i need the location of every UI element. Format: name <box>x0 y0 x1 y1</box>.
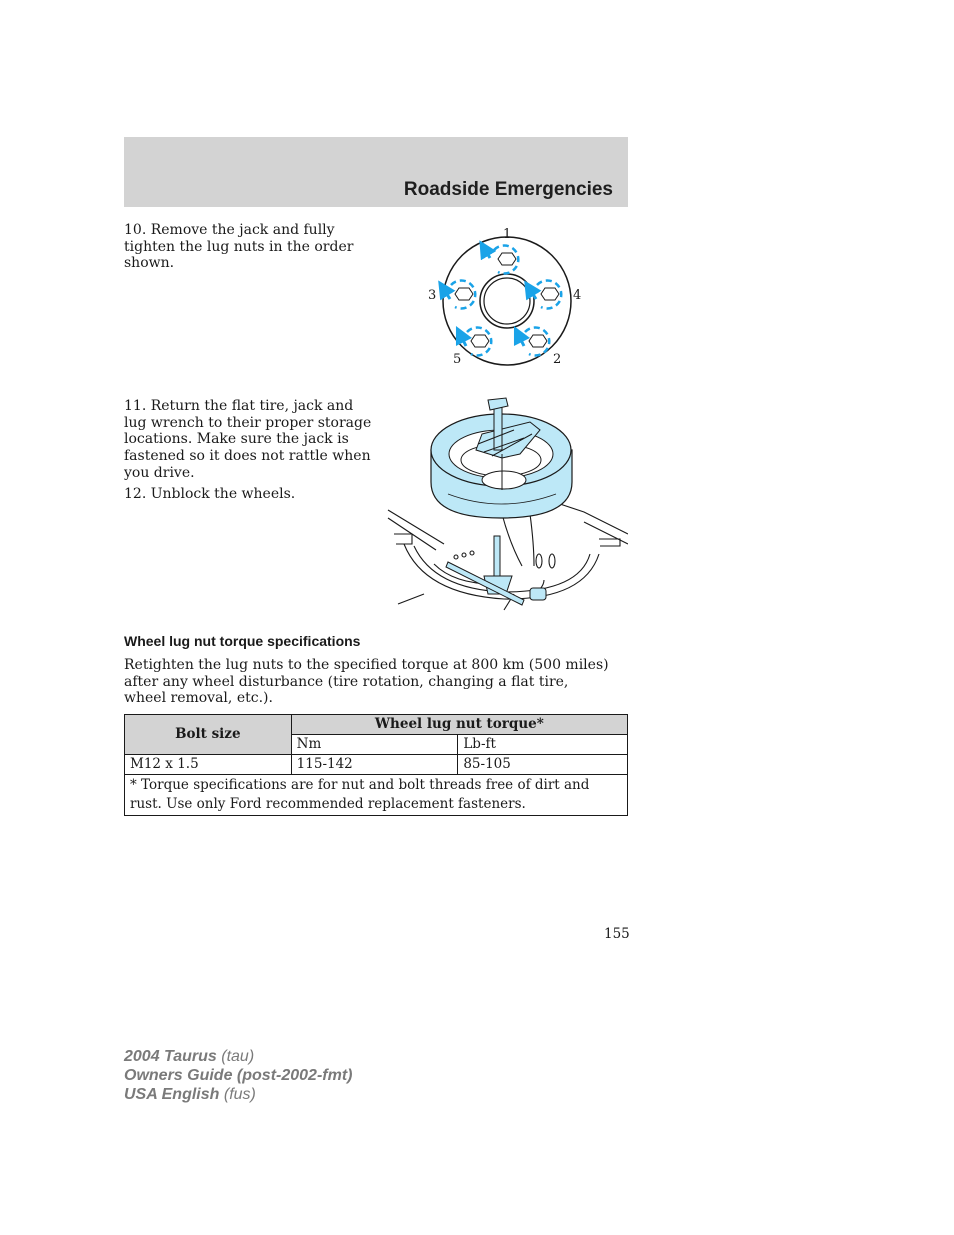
step-10-text: 10. Remove the jack and fully tighten the lug nuts in the order shown. <box>124 222 354 272</box>
footer-language: USA English <box>124 1086 220 1103</box>
table-footnote: * Torque specifications are for nut and bolt threads free of dirt and rust. Use only Ford recommended replacement fasteners. <box>125 775 628 816</box>
cell-torque-lbft: 85-105 <box>458 755 628 775</box>
footer-line-3 <box>124 1085 352 1104</box>
unit-nm: Nm <box>291 735 458 755</box>
step-12-text: 12. Unblock the wheels. <box>124 486 296 502</box>
lug-nut-tightening-order-diagram <box>410 222 610 372</box>
order-label-1: 1 <box>503 227 512 242</box>
header-lug-nut-torque: Wheel lug nut torque* <box>291 715 627 735</box>
lug-nut-1 <box>484 245 518 273</box>
table-row <box>125 755 628 775</box>
footer-model-code: (tau) <box>221 1048 255 1065</box>
footer-guide-format: Owners Guide (post-2002-fmt) <box>124 1067 353 1084</box>
step-11-text: 11. Return the flat tire, jack and lug wrench to their proper storage locations. Make sure the jack is fastened so it does not rattle when you drive. <box>124 398 372 481</box>
order-label-5: 5 <box>453 352 462 367</box>
lug-nut-2 <box>518 327 549 355</box>
header-bolt-size: Bolt size <box>125 715 292 755</box>
order-label-4: 4 <box>573 288 582 303</box>
footer-language-code: (fus) <box>223 1086 256 1103</box>
section-title: Roadside Emergencies <box>403 179 613 200</box>
order-label-3: 3 <box>428 288 437 303</box>
torque-spec-table <box>124 714 628 816</box>
lug-nut-3 <box>443 280 475 308</box>
footer-line-2 <box>124 1066 352 1085</box>
footer-line-1 <box>124 1047 352 1066</box>
lug-nut-5 <box>460 327 491 355</box>
page-number: 155 <box>604 926 630 942</box>
order-label-2: 2 <box>553 352 562 367</box>
cell-bolt-size: M12 x 1.5 <box>125 755 292 775</box>
cell-torque-nm: 115-142 <box>291 755 458 775</box>
torque-spec-paragraph: Retighten the lug nuts to the specified torque at 800 km (500 miles) after any wheel disturbance (tire rotation, changing a flat tire, wheel removal, etc.). <box>124 657 609 707</box>
section-header-band <box>124 137 628 207</box>
wheel-center-bore <box>480 274 534 328</box>
unit-lbft: Lb-ft <box>458 735 628 755</box>
document-footer <box>124 1047 352 1104</box>
footer-model: 2004 Taurus <box>124 1048 217 1065</box>
spare-tire-storage-illustration <box>384 394 628 620</box>
torque-spec-heading: Wheel lug nut torque specifications <box>124 633 361 649</box>
